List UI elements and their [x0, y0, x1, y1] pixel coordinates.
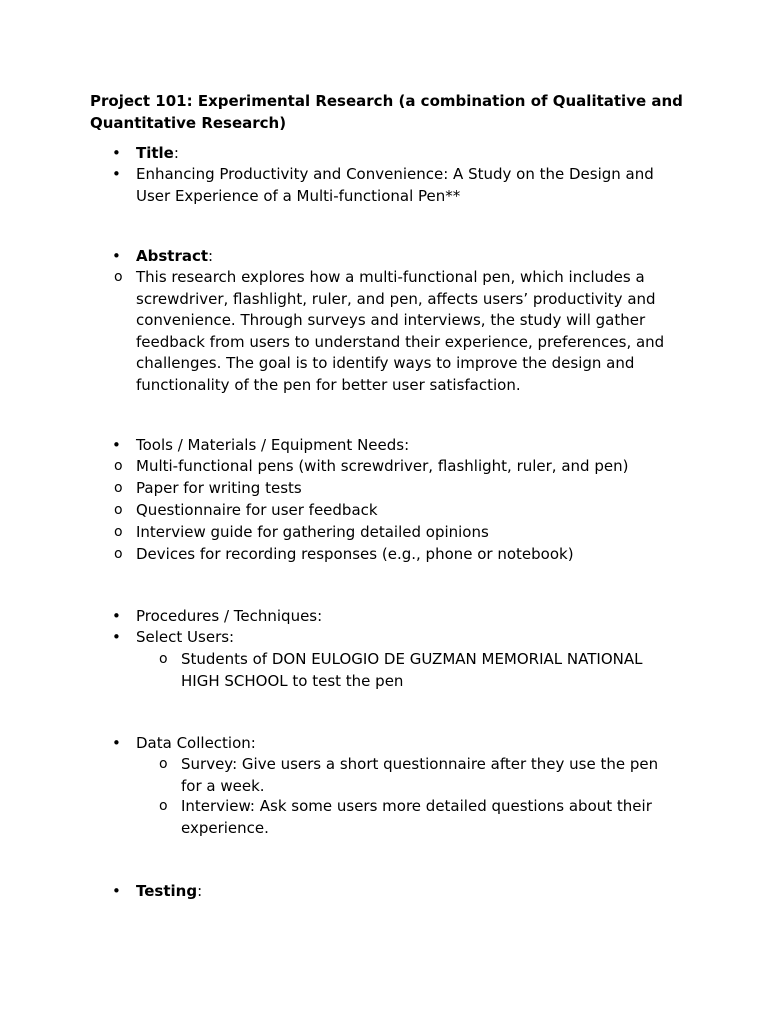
- circle-bullet-icon: o: [159, 798, 168, 814]
- select-users-list-item: [159, 649, 661, 692]
- select-users-heading: Select Users:: [136, 628, 235, 646]
- title-text-item: [112, 164, 676, 207]
- circle-bullet-icon: o: [114, 269, 123, 285]
- materials-heading: Tools / Materials / Equipment Needs:: [136, 436, 410, 454]
- bullet-icon: •: [112, 607, 121, 625]
- document-title: Project 101: Experimental Research (a combination of Qualitative and Quantitative Research): [90, 92, 683, 132]
- material-text: Interview guide for gathering detailed opinions: [136, 523, 489, 541]
- abstract-heading-item: [112, 246, 676, 268]
- data-collection-text: Survey: Give users a short questionnaire after they use the pen for a week.: [181, 755, 659, 795]
- abstract-text: This research explores how a multi-functional pen, which includes a screwdriver, flashlight, ruler, and pen, affects users’ productivity and convenience. Through surveys and interviews, the study will gather feedback from users to understand their experience, preferences, and challenges. The goal is to identify ways to improve the design and functionality of the pen for better user satisfaction.: [136, 268, 665, 394]
- title-label: Title: [136, 144, 174, 162]
- bullet-icon: •: [112, 882, 121, 900]
- testing-label: Testing: [136, 882, 198, 900]
- select-users-text: Students of DON EULOGIO DE GUZMAN MEMORIAL NATIONAL HIGH SCHOOL to test the pen: [181, 650, 643, 690]
- testing-heading-item: [112, 881, 676, 903]
- circle-bullet-icon: o: [159, 756, 168, 772]
- bullet-icon: •: [112, 734, 121, 752]
- data-collection-text: Interview: Ask some users more detailed questions about their experience.: [181, 797, 652, 837]
- abstract-label: Abstract: [136, 247, 209, 265]
- materials-heading-item: [112, 435, 676, 457]
- abstract-text-item: [114, 267, 671, 396]
- data-collection-list-item: [159, 754, 666, 797]
- procedures-heading-item: [112, 606, 676, 628]
- circle-bullet-icon: o: [114, 546, 123, 562]
- bullet-icon: •: [112, 247, 121, 265]
- circle-bullet-icon: o: [114, 458, 123, 474]
- bullet-icon: •: [112, 144, 121, 162]
- circle-bullet-icon: o: [114, 502, 123, 518]
- study-title-text: Enhancing Productivity and Convenience: A Study on the Design and User Experience of a Multi-functional Pen**: [136, 165, 654, 205]
- select-users-item: [112, 627, 676, 649]
- title-colon: :: [173, 144, 179, 162]
- materials-list-item: [114, 522, 676, 544]
- data-collection-heading: Data Collection:: [136, 734, 256, 752]
- bullet-icon: •: [112, 436, 121, 454]
- material-text: Devices for recording responses (e.g., phone or notebook): [136, 545, 574, 563]
- data-collection-heading-item: [112, 733, 676, 755]
- abstract-colon: :: [208, 247, 214, 265]
- material-text: Multi-functional pens (with screwdriver, flashlight, ruler, and pen): [136, 457, 629, 475]
- procedures-heading: Procedures / Techniques:: [136, 607, 323, 625]
- circle-bullet-icon: o: [114, 480, 123, 496]
- materials-list-item: [114, 544, 676, 566]
- material-text: Paper for writing tests: [136, 479, 302, 497]
- title-heading-item: [112, 143, 676, 165]
- bullet-icon: •: [112, 165, 121, 183]
- bullet-icon: •: [112, 628, 121, 646]
- circle-bullet-icon: o: [159, 651, 168, 667]
- materials-list-item: [114, 478, 676, 500]
- materials-list-item: [114, 456, 676, 478]
- material-text: Questionnaire for user feedback: [136, 501, 378, 519]
- testing-colon: :: [197, 882, 203, 900]
- data-collection-list-item: [159, 796, 666, 839]
- materials-list-item: [114, 500, 676, 522]
- circle-bullet-icon: o: [114, 524, 123, 540]
